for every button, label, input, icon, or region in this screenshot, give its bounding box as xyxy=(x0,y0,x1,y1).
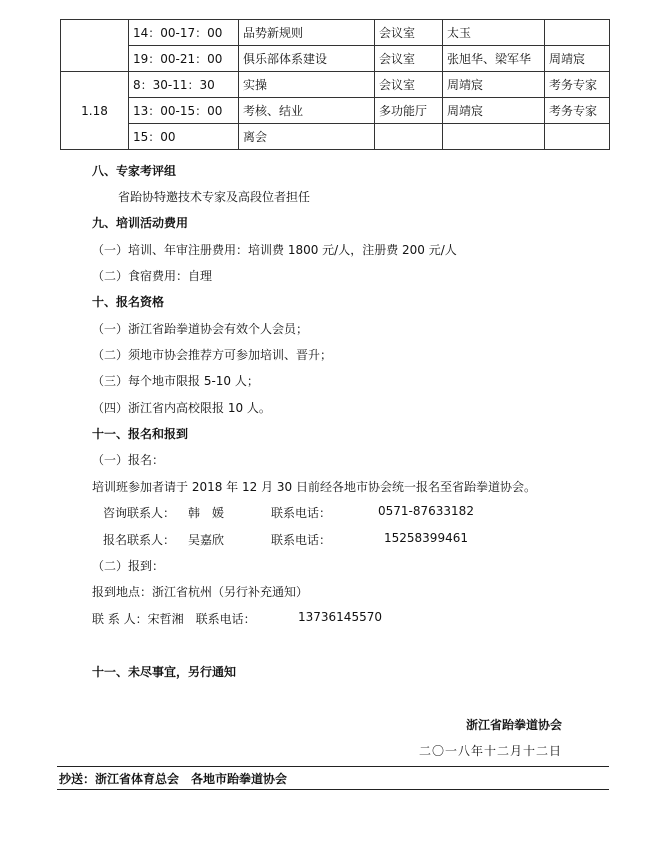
role-cell: 考务专家 xyxy=(545,98,610,124)
table-row xyxy=(61,72,610,98)
role-cell xyxy=(545,20,610,46)
role-cell: 周靖宸 xyxy=(545,46,610,72)
contact-label: 咨询联系人： xyxy=(103,506,176,520)
table-row xyxy=(61,46,610,72)
contact-phone-label: 联系电话： xyxy=(271,533,332,547)
lecturer-cell: 张旭华、梁军华 xyxy=(443,46,545,72)
cc-line: 抄送：浙江省体育总会 各地市跆拳道协会 xyxy=(57,766,609,790)
venue-cell: 会议室 xyxy=(375,46,443,72)
section-9-item: （二）食宿费用：自理 xyxy=(92,269,213,283)
section-11-title: 十一、报名和报到 xyxy=(92,427,189,441)
section-10-item: （二）须地市协会推荐方可参加培训、晋升； xyxy=(92,348,333,362)
venue-cell: 会议室 xyxy=(375,20,443,46)
content-cell: 考核、结业 xyxy=(239,98,375,124)
time-cell: 8：30-11：30 xyxy=(129,72,239,98)
section-8-title: 八、专家考评组 xyxy=(92,164,177,178)
section-10-item: （四）浙江省内高校限报 10 人。 xyxy=(92,401,271,415)
time-cell: 14：00-17：00 xyxy=(129,20,239,46)
contact-name: 吴嘉欣 xyxy=(188,533,225,547)
contact-phone-label: 联系电话： xyxy=(271,506,332,520)
schedule-table xyxy=(60,19,610,150)
table-row xyxy=(61,20,610,46)
time-cell: 19：00-21：00 xyxy=(129,46,239,72)
section-11-text: 培训班参加者请于 2018 年 12 月 30 日前经各地市协会统一报名至省跆拳道协会。 xyxy=(92,480,536,494)
section-10-item: （一）浙江省跆拳道协会有效个人会员； xyxy=(92,322,309,336)
content-cell: 离会 xyxy=(239,124,375,150)
section-8-text: 省跆协特邀技术专家及高段位者担任 xyxy=(118,190,311,204)
section-9-title: 九、培训活动费用 xyxy=(92,216,189,230)
date-cell xyxy=(61,20,129,72)
time-cell: 15：00 xyxy=(129,124,239,150)
venue-cell xyxy=(375,124,443,150)
venue-cell: 多功能厅 xyxy=(375,98,443,124)
date-cell: 1.18 xyxy=(61,72,129,150)
role-cell xyxy=(545,124,610,150)
table-row xyxy=(61,98,610,124)
role-cell: 考务专家 xyxy=(545,72,610,98)
content-cell: 实操 xyxy=(239,72,375,98)
lecturer-cell: 周靖宸 xyxy=(443,98,545,124)
signature-org: 浙江省跆拳道协会 xyxy=(466,718,563,732)
report-phone: 13736145570 xyxy=(298,610,382,624)
time-cell: 13：00-15：00 xyxy=(129,98,239,124)
venue-cell: 会议室 xyxy=(375,72,443,98)
content-cell: 俱乐部体系建设 xyxy=(239,46,375,72)
lecturer-cell: 太玉 xyxy=(443,20,545,46)
section-11-sub: （二）报到： xyxy=(92,559,165,573)
content-cell: 品势新规则 xyxy=(239,20,375,46)
section-10-item: （三）每个地市限报 5-10 人； xyxy=(92,374,259,388)
table-row xyxy=(61,124,610,150)
contact-phone: 15258399461 xyxy=(384,531,468,545)
lecturer-cell xyxy=(443,124,545,150)
contact-phone: 0571-87633182 xyxy=(378,504,474,518)
contact-name: 韩 媛 xyxy=(188,506,225,520)
section-10-title: 十、报名资格 xyxy=(92,295,165,309)
section-12-title: 十一、未尽事宜，另行通知 xyxy=(92,665,237,679)
report-place: 报到地点：浙江省杭州（另行补充通知） xyxy=(92,585,309,599)
lecturer-cell: 周靖宸 xyxy=(443,72,545,98)
section-11-sub: （一）报名： xyxy=(92,453,165,467)
contact-label: 报名联系人： xyxy=(103,533,176,547)
report-contact: 联 系 人：宋哲湘 联系电话： xyxy=(92,612,256,626)
section-9-item: （一）培训、年审注册费用：培训费 1800 元/人，注册费 200 元/人 xyxy=(92,243,457,257)
signature-date: 二〇一八年十二月十二日 xyxy=(419,744,563,758)
